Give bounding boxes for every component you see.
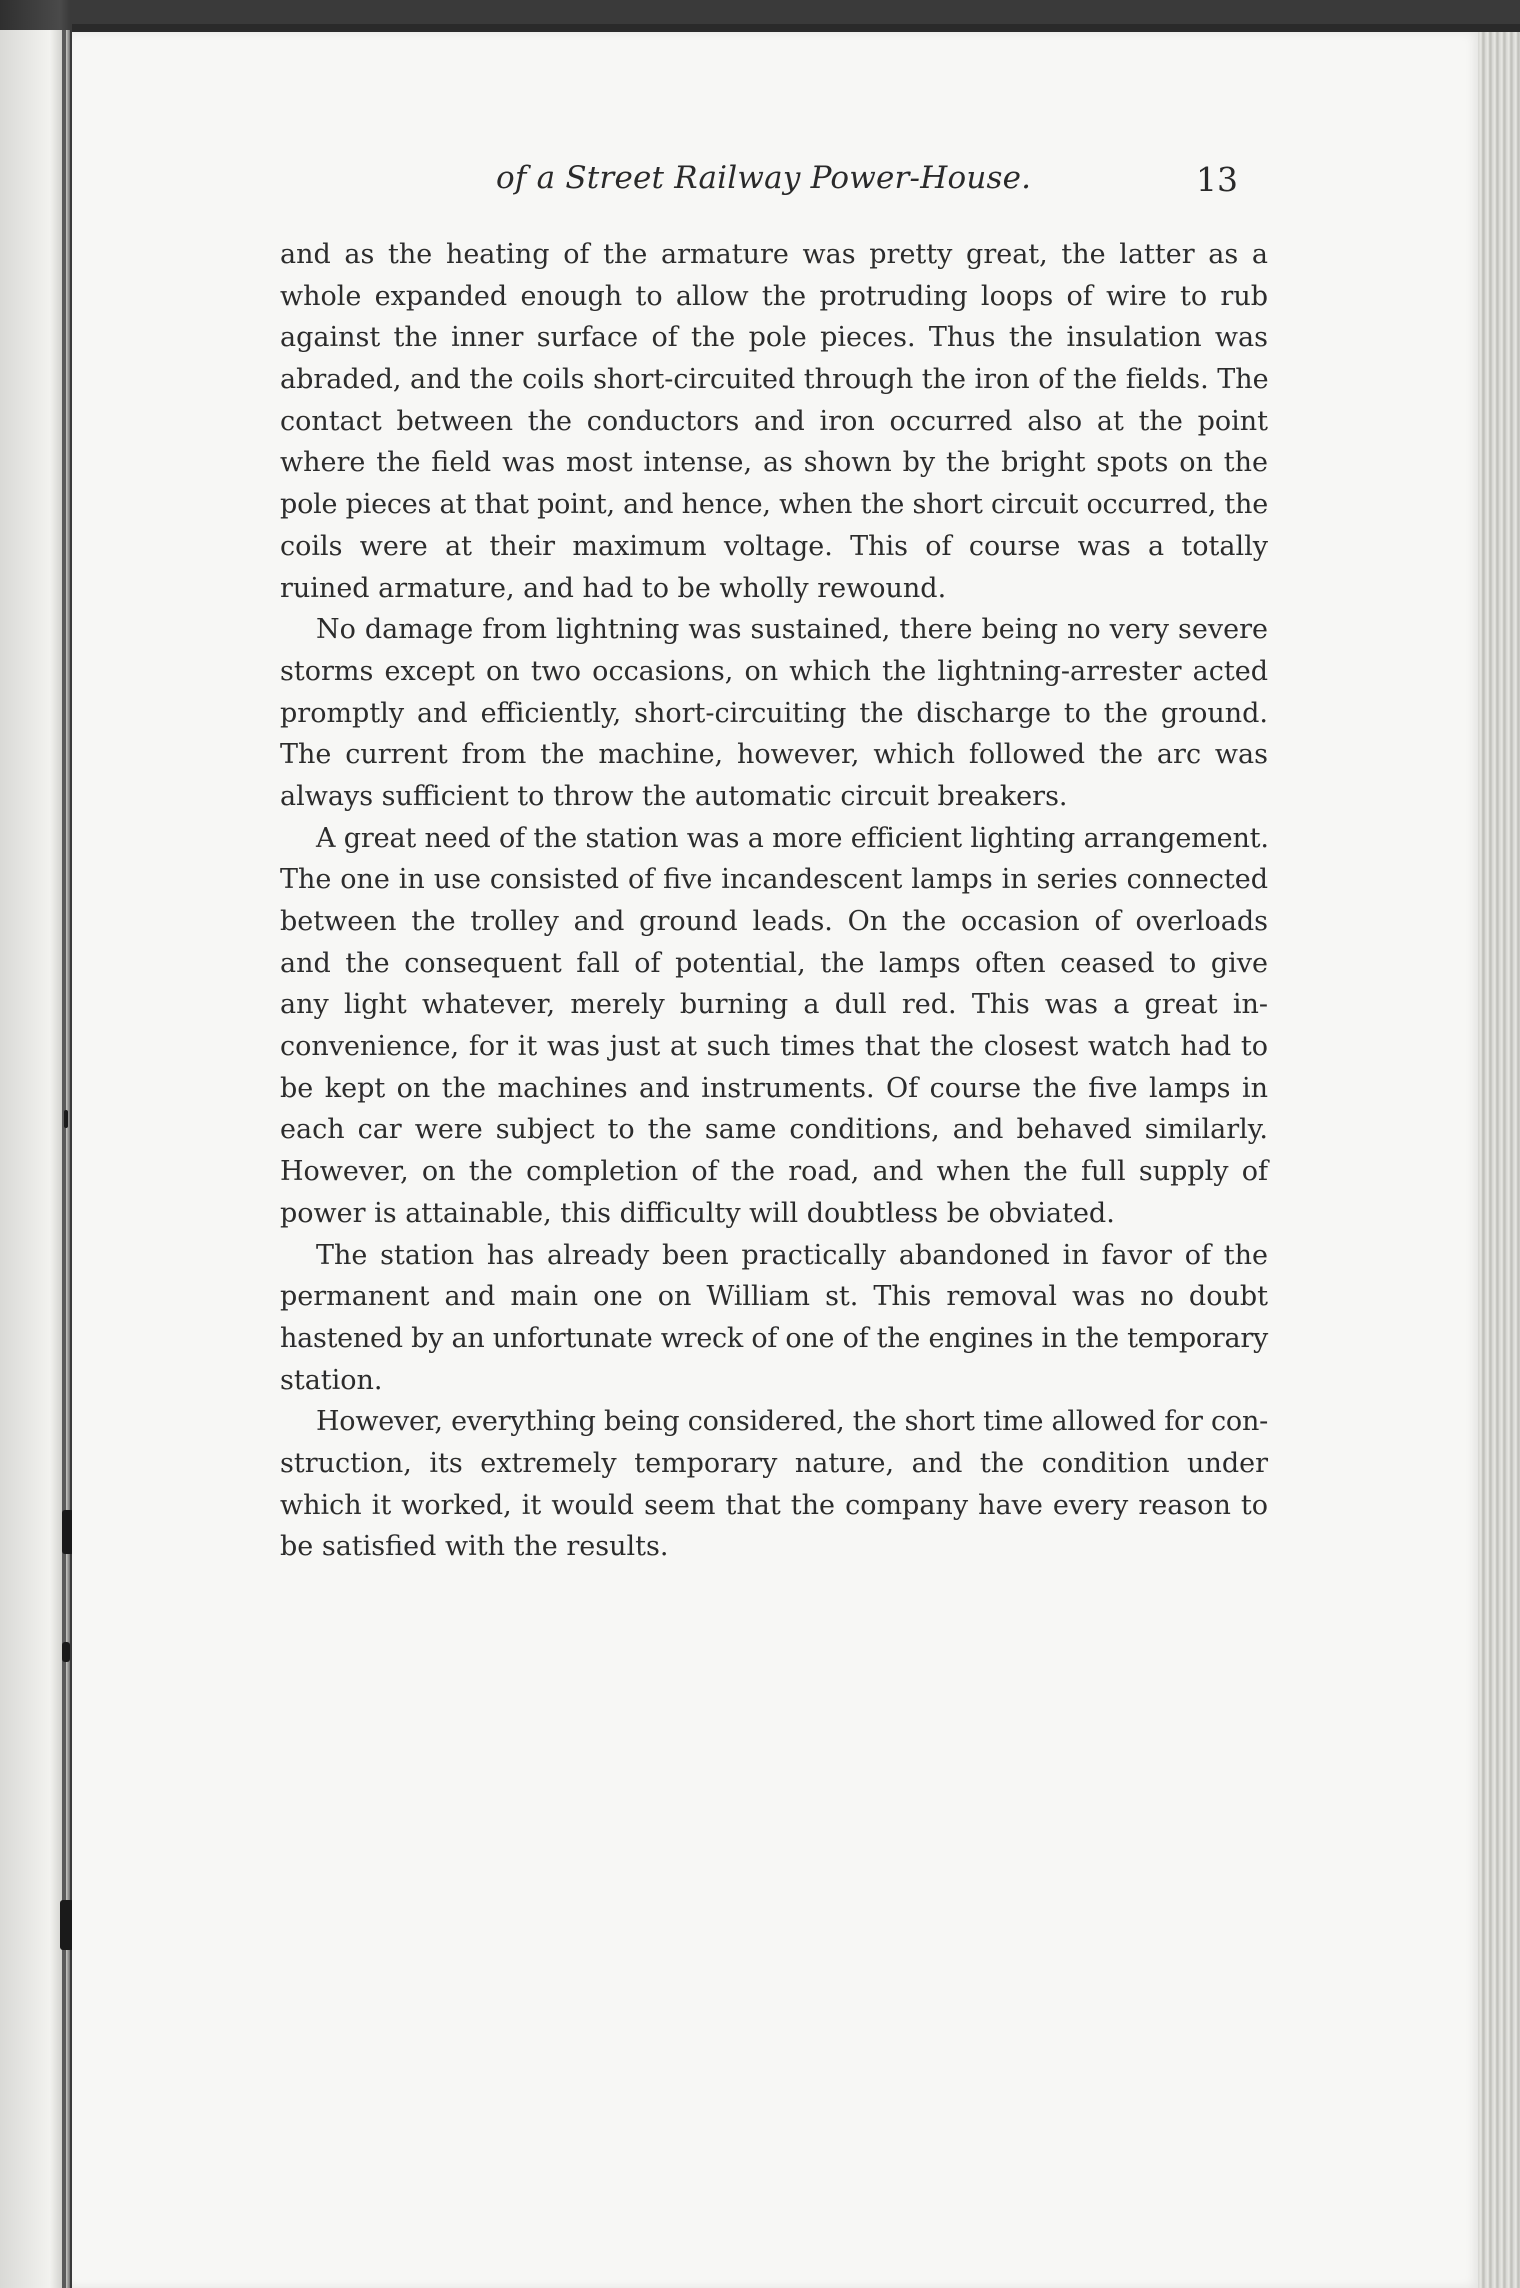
- text-line: each car were subject to the same conditions, and behaved similarly.: [280, 1114, 1268, 1146]
- text-line: always sufficient to throw the automatic circuit breakers.: [280, 780, 1068, 812]
- text-line: The one in use consisted of five incandescent lamps in series connected: [280, 864, 1268, 896]
- text-line: However, on the completion of the road, and when the full supply of: [280, 1156, 1268, 1188]
- text-line: station.: [280, 1364, 383, 1396]
- text-line: permanent and main one on William st. This removal was no doubt: [280, 1281, 1268, 1313]
- text-line: and as the heating of the armature was pretty great, the latter as a: [280, 239, 1268, 270]
- text-line: between the trolley and ground leads. On the occasion of overloads: [280, 906, 1268, 937]
- paragraph: [280, 609, 1268, 817]
- text-line: hastened by an unfortunate wreck of one of the engines in the temporary: [280, 1322, 1268, 1354]
- binding-mark: [64, 1110, 68, 1128]
- facing-page-edge: [0, 30, 70, 2288]
- text-line: against the inner surface of the pole pieces. Thus the insulation was: [280, 322, 1268, 354]
- text-line: be satisfied with the results.: [280, 1531, 669, 1563]
- text-line: and the consequent fall of potential, the lamps often ceased to give: [280, 947, 1268, 979]
- text-line: struction, its extremely temporary nature, and the condition under: [280, 1447, 1268, 1479]
- text-line: whole expanded enough to allow the protruding loops of wire to rub: [280, 280, 1268, 312]
- text-line: pole pieces at that point, and hence, when the short circuit occurred, the: [280, 489, 1268, 521]
- text-line: be kept on the machines and instruments. Of course the five lamps in: [280, 1072, 1268, 1104]
- running-header: of a Street Railway Power-House.: [496, 160, 1032, 196]
- text-line: However, everything being considered, the short time allowed for con-: [316, 1406, 1268, 1438]
- binding-mark: [62, 1642, 70, 1662]
- text-line: where the field was most intense, as shown by the bright spots on the: [280, 447, 1268, 479]
- text-line: The current from the machine, however, which followed the arc was: [280, 739, 1268, 771]
- text-line: which it worked, it would seem that the company have every reason to: [280, 1489, 1268, 1521]
- text-line: storms except on two occasions, on which the lightning-arrester acted: [280, 655, 1268, 687]
- text-line: coils were at their maximum voltage. This of course was a totally: [280, 530, 1268, 562]
- paragraph: [280, 818, 1268, 1235]
- text-line: The station has already been practically abandoned in favor of the: [316, 1239, 1268, 1271]
- text-line: ruined armature, and had to be wholly rewound.: [280, 572, 947, 604]
- page-stack-edge: [1478, 32, 1520, 2288]
- page-number: 13: [1196, 160, 1238, 199]
- text-line: abraded, and the coils short-circuited through the iron of the fields. The: [280, 364, 1269, 396]
- text-line: convenience, for it was just at such times that the closest watch had to: [280, 1031, 1268, 1063]
- paragraph: [280, 1401, 1268, 1568]
- text-line: power is attainable, this difficulty will doubtless be obviated.: [280, 1197, 1115, 1229]
- body-text: [280, 234, 1268, 1568]
- text-line: contact between the conductors and iron occurred also at the point: [280, 405, 1268, 437]
- text-line: any light whatever, merely burning a dull red. This was a great in-: [280, 989, 1268, 1021]
- text-line: No damage from lightning was sustained, there being no very severe: [316, 614, 1268, 646]
- text-line: promptly and efficiently, short-circuiting the discharge to the ground.: [280, 697, 1268, 729]
- paragraph: [280, 234, 1268, 609]
- text-line: A great need of the station was a more efficient lighting arrangement.: [316, 822, 1269, 854]
- paragraph: [280, 1235, 1268, 1402]
